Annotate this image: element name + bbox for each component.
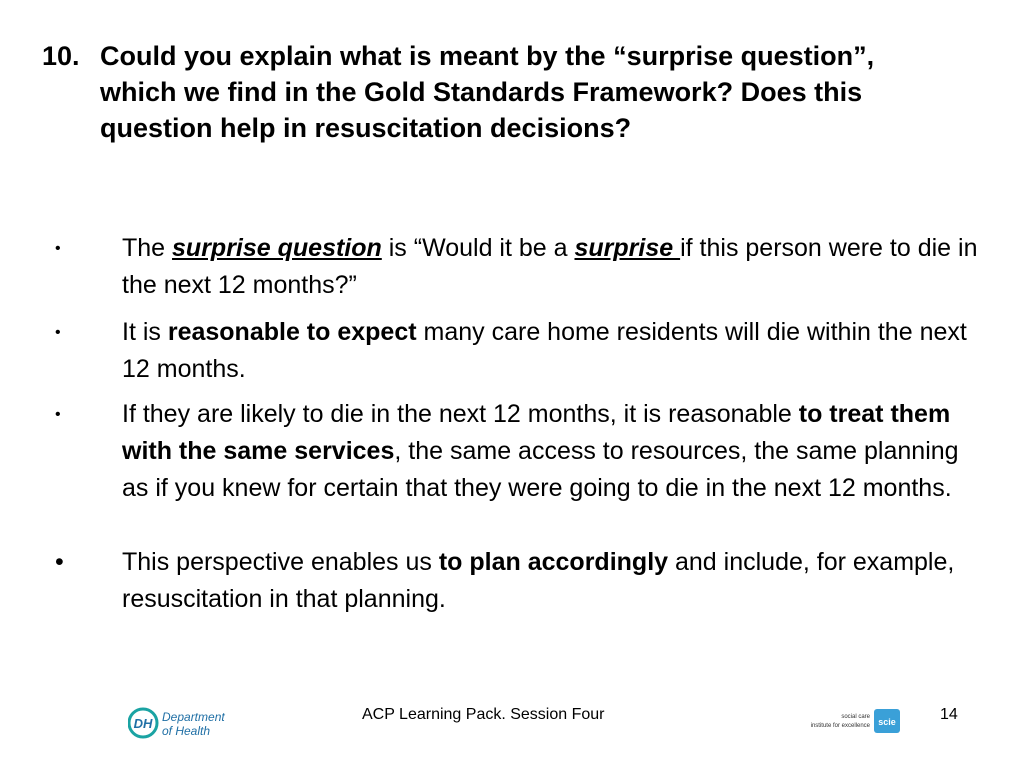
dh-logo-line2: of Health	[162, 724, 211, 738]
bullet-icon: •	[55, 240, 61, 257]
scie-logo-mark: scie	[878, 717, 896, 727]
footer-title: ACP Learning Pack. Session Four	[362, 706, 605, 723]
question-text: Could you explain what is meant by the “surprise question”, which we find in the Gold Standards Framework? Does this question help in resuscitation decisions?	[100, 41, 875, 143]
bullet-icon: •	[55, 548, 64, 576]
emphasis-term: surprise	[574, 234, 681, 262]
department-of-health-logo	[128, 706, 240, 740]
dh-logo-line1: Department	[162, 710, 225, 724]
question-number: 10.	[42, 41, 80, 71]
dh-logo-mark: DH	[133, 716, 153, 731]
emphasis-term: surprise question	[172, 234, 382, 262]
list-item-text: This perspective enables us to plan accordingly and include, for example, resuscitation in that planning.	[122, 548, 955, 613]
bullet-icon: •	[55, 406, 61, 423]
emphasis-phrase: to treat them with the same services	[122, 400, 951, 465]
list-item-text: The surprise question is “Would it be a surprise if this person were to die in the next 12 months?”	[122, 234, 978, 299]
scie-logo	[810, 707, 902, 735]
emphasis-phrase: to plan accordingly	[438, 548, 669, 576]
list-item-text: If they are likely to die in the next 12 months, it is reasonable to treat them with the same services, the same access to resources, the same planning as if you knew for certain that they were going to die in the next 12 months.	[122, 400, 959, 502]
scie-logo-line2: institute for excellence	[810, 723, 870, 729]
page-number: 14	[940, 706, 958, 723]
scie-logo-line1: social care	[841, 714, 870, 720]
emphasis-phrase: reasonable to expect	[167, 318, 417, 346]
list-item-text: It is reasonable to expect many care home residents will die within the next 12 months.	[122, 318, 967, 383]
bullet-icon: •	[55, 324, 61, 341]
